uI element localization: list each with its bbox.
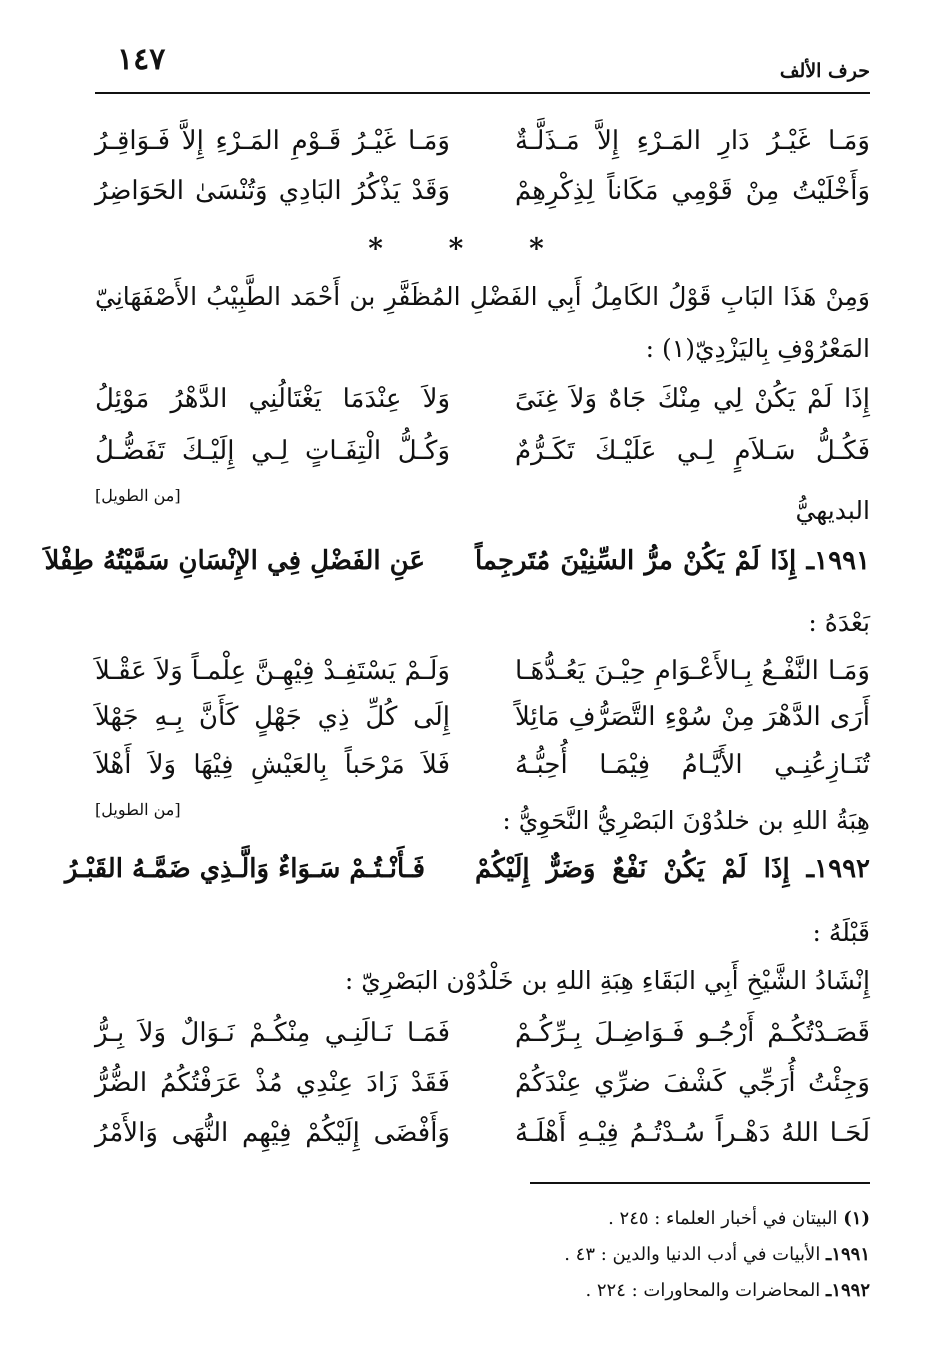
verse-hemistich-second: وَلَـمْ يَسْتَفِـدْ فِيْهِـنَّ عِلْمـاً وَلاَ عَقْـلاَ	[95, 656, 450, 686]
intro-line-2: المَعْرُوْفِ بِاليَزْدِيّ(١) :	[645, 334, 870, 363]
verse-hemistich-first: وَمَـا غَيْـرُ دَارِ المَـرْءِ إِلاَّ مَـذَلَّـةٌ	[515, 126, 870, 156]
verse-line	[95, 384, 870, 430]
verse-hemistich-first: قَصَـدْتُكُـمْ أَرْجُـو فَـوَاضِـلَ بِـرِّكُـمْ	[515, 1018, 870, 1048]
verse-hemistich-first: إِذَا لَمْ يَكُنْ لِي مِنْكَ جَاهٌ وَلاَ غِنَىً	[515, 384, 870, 414]
verse-hemistich-first	[475, 854, 870, 884]
verse-hemistich-first: وَأَخْلَيْتُ مِنْ قَوْمِي مَكَاناً لِذِكْرِهِمْ	[515, 176, 870, 206]
verse-line	[95, 656, 870, 702]
footnote	[564, 1244, 870, 1265]
footnote-number: ١٩٩٢ـ	[826, 1280, 870, 1301]
numbered-verse	[64, 854, 870, 900]
verse-hemistich-second: إِلَى كُلِّ ذِي جَهْلٍ كَأَنَّ بِـهِ جَهْلاَ	[95, 702, 450, 732]
meter-label: [من الطويل]	[95, 800, 181, 819]
verse-hemistich-first	[475, 546, 870, 576]
footnote-text: البيتان في أخبار العلماء : ٢٤٥ .	[608, 1208, 844, 1229]
chapter-title: حرف الألف	[779, 60, 870, 82]
page-header	[95, 42, 870, 94]
after-label: بَعْدَهُ :	[808, 608, 870, 637]
verse-line	[95, 1068, 870, 1114]
verse-hemistich-first: فَكُـلُّ سَـلاَمٍ لِـي عَلَيْـكَ تَكَـرُّمٌ	[515, 436, 870, 466]
meter-label: [من الطويل]	[95, 486, 181, 505]
verse-line	[95, 176, 870, 222]
verse-number: ١٩٩١ـ	[806, 546, 870, 576]
footnote-divider	[530, 1182, 870, 1184]
verse-hemistich-second: عَنِ الفَضْلِ فِي الإِنْسَانِ سَمَّيْتُهُ طِفْلاَ	[44, 546, 425, 576]
verse-line	[95, 750, 870, 796]
verse-text: إِذَا لَمْ يَكُنْ نَفْعٌ وَضَرٌّ إِلَيْكُمْ	[475, 854, 790, 884]
verse-hemistich-first: وَجِئْتُ أُرَجِّي كَشْفَ ضرِّي عِنْدَكُمْ	[515, 1068, 870, 1098]
verse-line	[95, 126, 870, 172]
footnote-number: ١٩٩١ـ	[826, 1244, 870, 1265]
footnote-text: المحاضرات والمحاورات : ٢٢٤ .	[585, 1280, 827, 1301]
poet-name: البديهيُّ	[795, 496, 870, 525]
poet-name: هِبَةُ اللهِ بن خلدُوْنَ البَصْرِيُّ النَّحَوِيُّ :	[502, 806, 870, 835]
verse-hemistich-second: فَـأَنْـتُـمْ سَـوَاءٌ وَالَّـذِي ضَمَّـهُ القَبْـرُ	[64, 854, 425, 884]
numbered-verse	[44, 546, 870, 592]
footnote-number: (١)	[843, 1208, 870, 1229]
section-separator: * * *	[368, 232, 572, 265]
verse-text: إِذَا لَمْ يَكُنْ مرُّ السِّنِيْنَ مُتَرجِماً	[475, 546, 797, 576]
verse-number: ١٩٩٢ـ	[806, 854, 870, 884]
intro-line-1: وَمِنْ هَذَا البَابِ قَوْلُ الكَامِلُ أَبِي الفَضْلِ المُظَفَّرِ بن أَحْمَد الطَّبِيْبُ الأَصْفَهَانِيّ	[95, 282, 870, 311]
verse-hemistich-second: فَمَـا نَـالَنِـي مِنْكُـمْ نَـوَالٌ وَلاَ بِـرُّ	[95, 1018, 450, 1048]
verse-hemistich-first: وَمَـا النَّفْـعُ بِـالأَعْـوَامِ حِيْـنَ يَعُـدُّهَـا	[515, 656, 870, 686]
verse-hemistich-second: فَقَدْ زَادَ عِنْدِي مُذْ عَرَفْتُكُمُ الضُّرُّ	[95, 1068, 450, 1098]
verse-line	[95, 436, 870, 482]
verse-hemistich-second: فَلاَ مَرْحَباً بِالعَيْشِ فِيْهَا وَلاَ أَهْلاَ	[95, 750, 450, 780]
recital-line: إِنْشَادُ الشَّيْخِ أَبِي البَقَاءِ هِبَةِ اللهِ بن خَلْدُوْن البَصْرِيّ :	[344, 966, 870, 995]
verse-hemistich-second: وَأَفْضَى إِلَيْكُمْ فِيْهِم النُّهَى وَالأَمْرُ	[95, 1118, 450, 1148]
verse-hemistich-second: وَكُـلُّ الْتِفَـاتٍ لِـي إِلَيْـكَ تَفَضُّـلُ	[95, 436, 450, 466]
verse-line	[95, 1018, 870, 1064]
verse-hemistich-first: لَحَـا اللهُ دَهْـراً سُـدْتُـمُ فِيْـهِ أَهْلَـهُ	[515, 1118, 870, 1148]
verse-hemistich-second: وَقَدْ يَذْكُرُ البَادِي وَتُنْسَىٰ الحَوَاضِرُ	[95, 176, 450, 206]
before-label: قَبْلَهُ :	[812, 918, 870, 947]
page-number: ١٤٧	[117, 42, 166, 77]
verse-line	[95, 702, 870, 748]
verse-hemistich-second: وَمَـا غَيْـرُ قَـوْمِ المَـرْءِ إِلاَّ فَـوَاقِـرُ	[95, 126, 450, 156]
footnote-text: الأبيات في أدب الدنيا والدين : ٤٣ .	[564, 1244, 827, 1265]
verse-line	[95, 1118, 870, 1164]
verse-hemistich-second: وَلاَ عِنْدَمَا يَغْتَالُنِي الدَّهْرُ مَوْئِلُ	[95, 384, 450, 414]
verse-hemistich-first: أَرَى الدَّهْرَ مِنْ سُوْءِ التَّصَرُّفِ مَائِلاً	[515, 702, 870, 732]
verse-hemistich-first: تُنَـازِعُنِـي الأَيَّـامُ فِيْمَـا أُحِبُّـهُ	[515, 750, 870, 780]
footnote	[585, 1280, 870, 1301]
footnote	[608, 1208, 870, 1229]
